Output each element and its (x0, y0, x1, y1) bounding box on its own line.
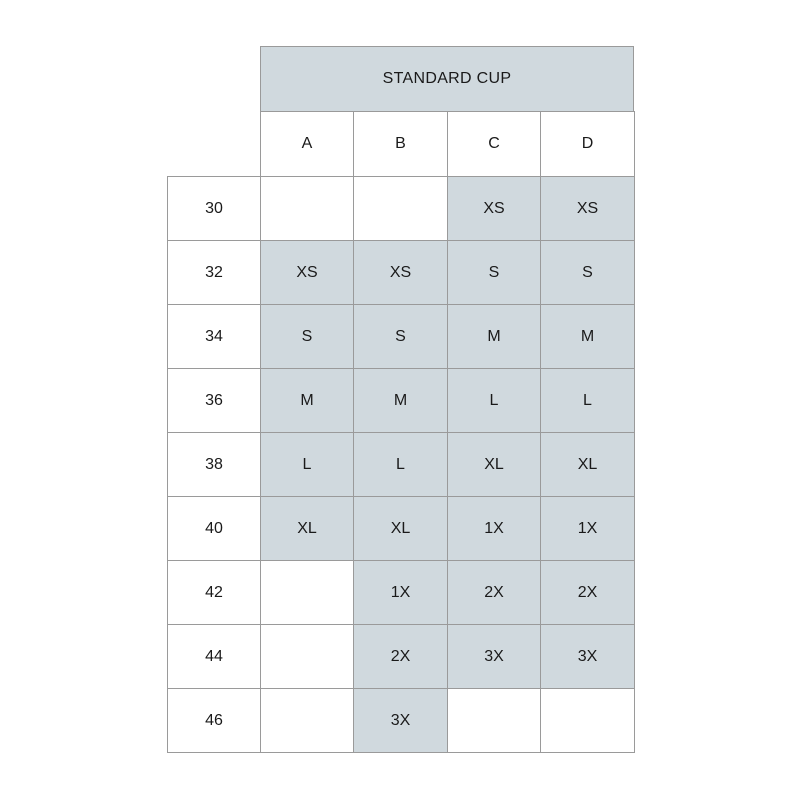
band-size-36: 36 (167, 368, 261, 433)
band-size-44: 44 (167, 624, 261, 689)
size-cell: 1X (353, 560, 448, 625)
size-cell: XL (260, 496, 354, 561)
size-cell: 1X (540, 496, 635, 561)
band-size-32: 32 (167, 240, 261, 305)
band-size-30: 30 (167, 176, 261, 241)
cup-header-d: D (540, 111, 635, 177)
size-cell: S (447, 240, 541, 305)
size-cell: S (540, 240, 635, 305)
size-cell: L (540, 368, 635, 433)
size-cell: XL (353, 496, 448, 561)
size-cell: 2X (540, 560, 635, 625)
size-cell: XS (353, 240, 448, 305)
size-cell: M (447, 304, 541, 369)
band-size-42: 42 (167, 560, 261, 625)
standard-cup-title: STANDARD CUP (260, 46, 634, 112)
size-cell (260, 624, 354, 689)
size-cell: XS (260, 240, 354, 305)
cup-header-b: B (353, 111, 448, 177)
size-cell (447, 688, 541, 753)
size-cell: L (260, 432, 354, 497)
size-cell (353, 176, 448, 241)
size-cell: L (447, 368, 541, 433)
size-cell (260, 688, 354, 753)
band-size-34: 34 (167, 304, 261, 369)
size-cell: S (260, 304, 354, 369)
size-cell (260, 176, 354, 241)
size-cell: 3X (447, 624, 541, 689)
cup-header-a: A (260, 111, 354, 177)
size-cell: M (540, 304, 635, 369)
size-cell: 3X (353, 688, 448, 753)
band-size-40: 40 (167, 496, 261, 561)
band-size-46: 46 (167, 688, 261, 753)
size-cell: 2X (353, 624, 448, 689)
cup-header-c: C (447, 111, 541, 177)
size-cell: 1X (447, 496, 541, 561)
size-cell: 2X (447, 560, 541, 625)
size-cell: M (260, 368, 354, 433)
size-cell: XL (540, 432, 635, 497)
size-cell (260, 560, 354, 625)
size-cell: XL (447, 432, 541, 497)
size-cell: L (353, 432, 448, 497)
size-cell (540, 688, 635, 753)
size-cell: S (353, 304, 448, 369)
size-cell: 3X (540, 624, 635, 689)
band-size-38: 38 (167, 432, 261, 497)
size-cell: XS (540, 176, 635, 241)
size-cell: XS (447, 176, 541, 241)
size-cell: M (353, 368, 448, 433)
